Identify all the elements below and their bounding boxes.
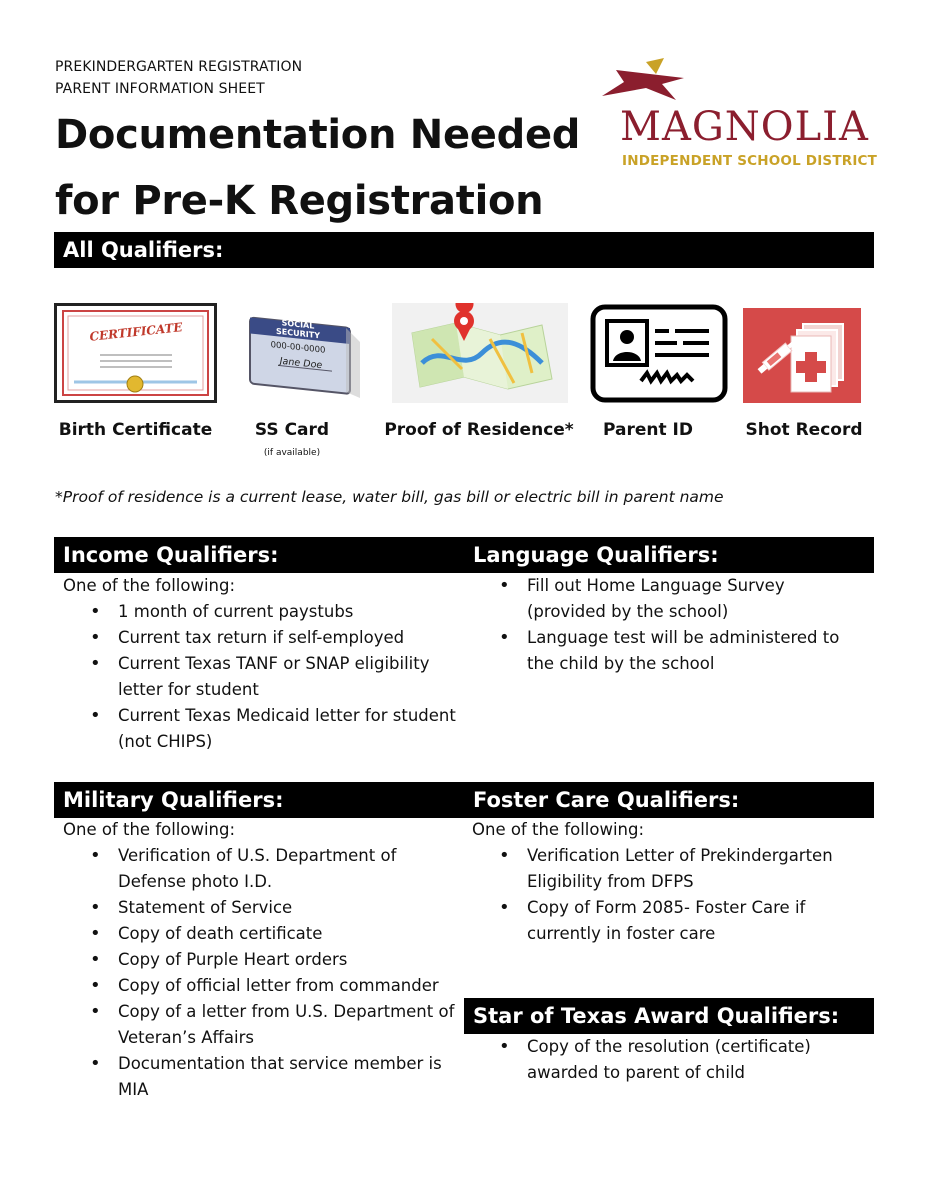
caption-ss-card: SS Card [254,420,330,440]
caption-parent-id: Parent ID [603,420,693,440]
page-title-line-1: Documentation Needed [55,112,581,158]
map-pin-icon [392,303,568,403]
caption-shot-record: Shot Record [745,420,863,440]
military-lead: One of the following: [63,820,236,839]
medical-record-icon [743,308,861,403]
caption-proof-of-residence: Proof of Residence* [384,420,574,440]
list-item: • Copy of Form 2085- Foster Care if currently in foster care [465,895,865,947]
logo-subtitle: INDEPENDENT SCHOOL DISTRICT [622,153,878,169]
military-list [56,843,466,1103]
list-item: • Statement of Service [56,895,466,921]
district-logo [596,56,886,176]
logo-name: MAGNOLIA [620,104,869,150]
list-item: • Copy of a letter from U.S. Department of Veteran’s Affairs [56,999,466,1051]
income-list [56,599,466,755]
card-number: 000-00-0000 [270,340,326,356]
card-name: Jane Doe [279,355,323,372]
income-lead: One of the following: [63,576,236,595]
list-item: • Verification of U.S. Department of Defense photo I.D. [56,843,466,895]
residence-footnote: *Proof of residence is a current lease, water bill, gas bill or electric bill in parent name [55,488,724,506]
list-item: • Language test will be administered to the child by the school [465,625,865,677]
list-item: • Current Texas TANF or SNAP eligibility letter for student [56,651,466,703]
foster-list [465,843,865,947]
list-item: • Copy of official letter from commander [56,973,466,999]
caption-ss-card-note: (if available) [263,448,321,458]
list-item: • Copy of death certificate [56,921,466,947]
caption-birth-certificate: Birth Certificate [58,420,213,440]
certificate-icon [54,303,217,403]
list-item: • Copy of Purple Heart orders [56,947,466,973]
certificate-text: CERTIFICATE [88,320,184,344]
all-qualifiers-heading: All Qualifiers: [54,232,874,268]
list-item: • Current Texas Medicaid letter for student (not CHIPS) [56,703,466,755]
star-of-texas-qualifiers-heading: Star of Texas Award Qualifiers: [464,998,874,1034]
list-item: • Verification Letter of Prekindergarten Eligibility from DFPS [465,843,865,895]
kicker-line-2: PARENT INFORMATION SHEET [55,81,265,97]
social-security-card-icon [236,312,372,404]
language-list [465,573,865,677]
income-qualifiers-heading: Income Qualifiers: [54,537,466,573]
list-item: • Copy of the resolution (certificate) awarded to parent of child [465,1034,865,1086]
list-item: • Current tax return if self-employed [56,625,466,651]
kicker-line-1: PREKINDERGARTEN REGISTRATION [55,59,303,75]
list-item: • Fill out Home Language Survey (provided by the school) [465,573,865,625]
star-list [465,1034,865,1086]
id-card-icon [589,303,729,404]
language-qualifiers-heading: Language Qualifiers: [464,537,874,573]
list-item: • Documentation that service member is MIA [56,1051,466,1103]
page-title-line-2: for Pre-K Registration [55,178,544,224]
list-item: • 1 month of current paystubs [56,599,466,625]
foster-lead: One of the following: [472,820,645,839]
military-qualifiers-heading: Military Qualifiers: [54,782,466,818]
card-title: SOCIAL SECURITY [276,318,320,341]
foster-care-qualifiers-heading: Foster Care Qualifiers: [464,782,874,818]
